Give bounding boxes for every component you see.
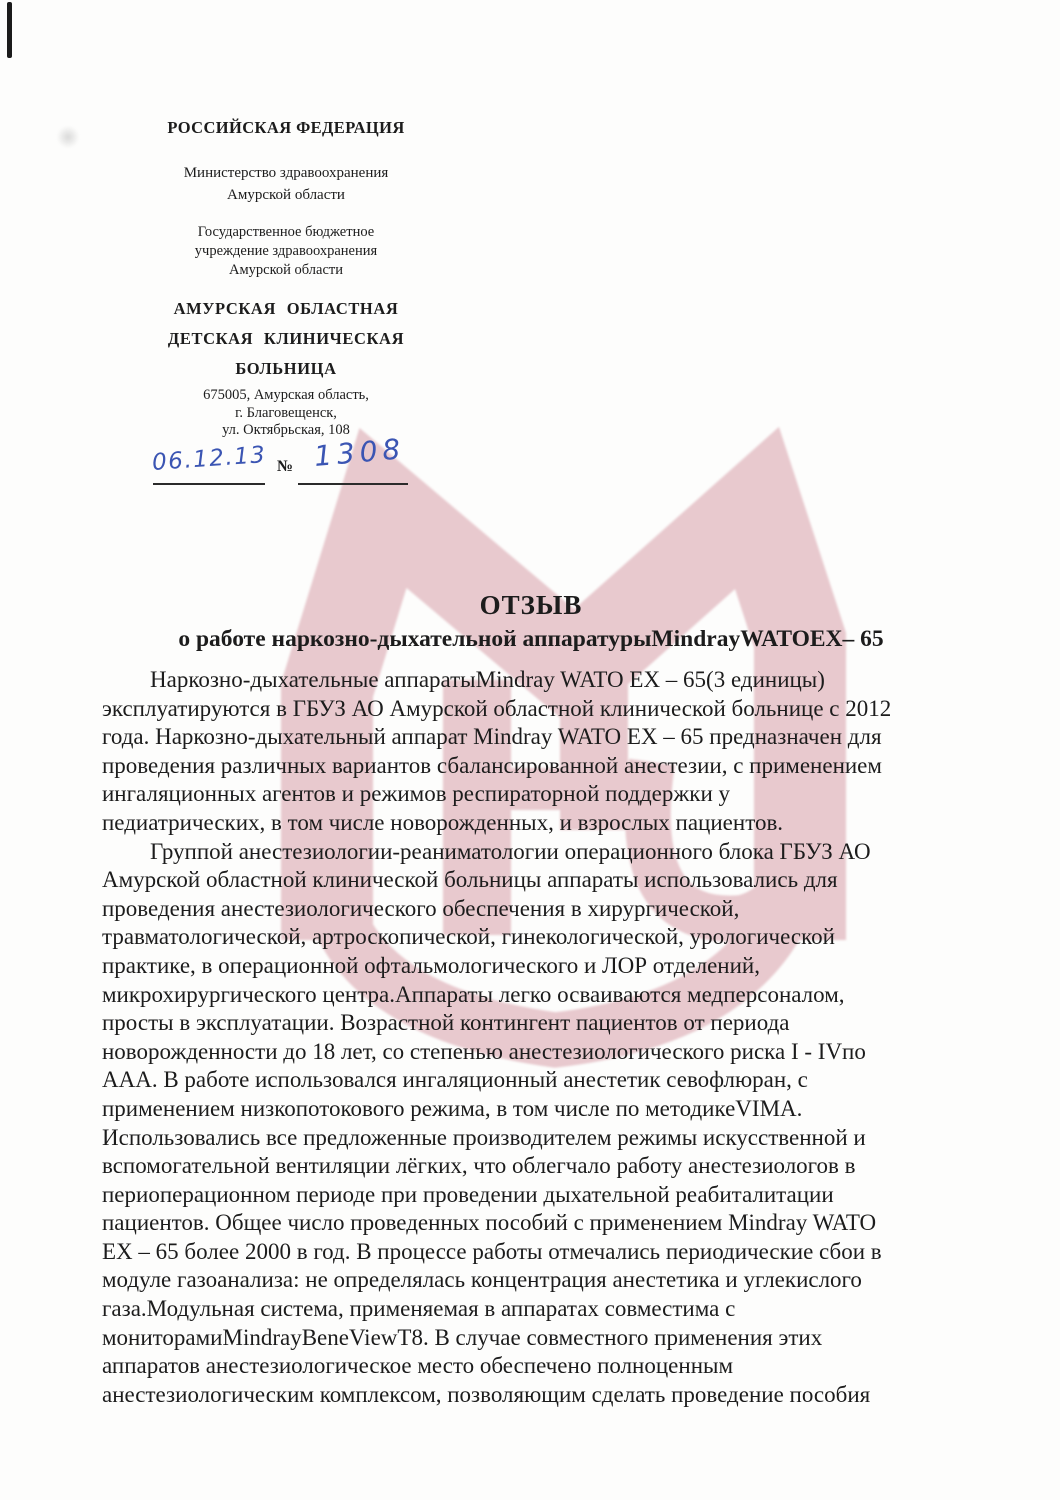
body-line: Амурской областной клинической больницы аппараты использовались для (102, 867, 838, 893)
body-line: пациентов. Общее число проведенных пособий с применением Mindray WATO (102, 1210, 877, 1236)
letterhead-ministry-line: Амурской области (227, 187, 345, 203)
letterhead-address-line: г. Благовещенск, (235, 404, 337, 421)
letterhead-institution (88, 223, 484, 280)
letterhead (88, 118, 484, 440)
letterhead-institution-line: Государственное бюджетное (197, 224, 375, 240)
body-line: аппаратов анестезиологическое место обеспечено полноценным (102, 1353, 734, 1379)
handwritten-date: 06.12.13 (151, 442, 268, 476)
document-title: ОТЗЫВ (479, 590, 583, 620)
body-line: мониторамиMindrayBeneViewT8. В случае совместного применения этих (102, 1324, 823, 1350)
body-line: анестезиологическим комплексом, позволяющим сделать проведение пособия (102, 1381, 871, 1407)
body-line: вспомогательной вентиляции лёгких, что облегчало работу анестезиологов в (102, 1153, 856, 1179)
letterhead-ministry (88, 162, 484, 206)
body-line: применением низкопотокового режима, в том числе по методикеVIMA. (102, 1095, 803, 1121)
scan-edge-mark (7, 2, 12, 58)
number-sign-label: № (277, 458, 294, 475)
body-line: EX – 65 более 2000 в год. В процессе работы отмечались периодические сбои в (102, 1238, 882, 1264)
document-body (102, 666, 972, 1409)
letterhead-hospital-name (88, 294, 484, 384)
letterhead-hospital-line: БОЛЬНИЦА (235, 359, 337, 378)
body-line: новорожденности до 18 лет, со степенью анестезиологического риска I - IVпо (102, 1038, 866, 1064)
body-line: газа.Модульная система, применяемая в аппаратах совместима с (102, 1296, 736, 1322)
body-line: травматологической, артроскопической, гинекологической, урологической (102, 924, 835, 950)
letterhead-institution-line: учреждение здравоохранения (194, 243, 378, 259)
letterhead-country: РОССИЙСКАЯ ФЕДЕРАЦИЯ (167, 118, 405, 137)
body-line: ААА. В работе использовался ингаляционный анестетик севофлюран, с (102, 1067, 808, 1093)
body-line: Наркозно-дыхательные аппаратыMindray WATO EX – 65(3 единицы) (150, 667, 825, 692)
body-line: проведения анестезиологического обеспечения в хирургической, (102, 895, 740, 921)
body-line: Группой анестезиологии-реаниматологии операционного блока ГБУЗ АО (150, 838, 871, 864)
letterhead-address (88, 387, 484, 440)
body-line: периоперационном периоде при проведении дыхательной реабиталитации (102, 1181, 834, 1207)
body-line: года. Наркозно-дыхательный аппарат Mindray WATO EX – 65 предназначен для (102, 724, 882, 750)
letterhead-hospital-line: АМУРСКАЯ ОБЛАСТНАЯ (173, 299, 399, 318)
letterhead-institution-line: Амурской области (229, 262, 343, 278)
body-line: модуле газоанализа: не определялась концентрация анестетика и углекислого (102, 1267, 862, 1293)
body-line: ингаляционных агентов и режимов респираторной поддержки у (102, 781, 731, 807)
letterhead-ministry-line: Министерство здравоохранения (183, 165, 389, 181)
letterhead-address-line: ул. Октябрьская, 108 (222, 422, 350, 438)
number-underline (298, 483, 408, 485)
body-line: практике, в операционной офтальмологического и ЛОР отделений, (102, 952, 760, 978)
letterhead-address-line: 675005, Амурская область, (203, 387, 369, 403)
handwritten-outgoing-number: 1308 (312, 432, 407, 473)
document-subtitle: о работе наркозно-дыхательной аппаратурыMindrayWATOEX– 65 (178, 626, 884, 652)
date-underline (153, 483, 265, 485)
body-line: Использовались все предложенные производителем режимы искусственной и (102, 1124, 866, 1150)
letterhead-hospital-line: ДЕТСКАЯ КЛИНИЧЕСКАЯ (167, 329, 405, 348)
body-line: эксплуатируются в ГБУЗ АО Амурской областной клинической больнице с 2012 (102, 695, 892, 721)
body-line: микрохирургического центра.Аппараты легко осваиваются медперсоналом, (102, 981, 845, 1007)
body-line: просты в эксплуатации. Возрастной контингент пациентов от периода (102, 1010, 790, 1036)
body-line: проведения различных вариантов сбалансированной анестезии, с применением (102, 752, 882, 778)
body-line: педиатрических, в том числе новорожденных, и взрослых пациентов. (102, 809, 784, 835)
scan-smudge (56, 126, 80, 148)
